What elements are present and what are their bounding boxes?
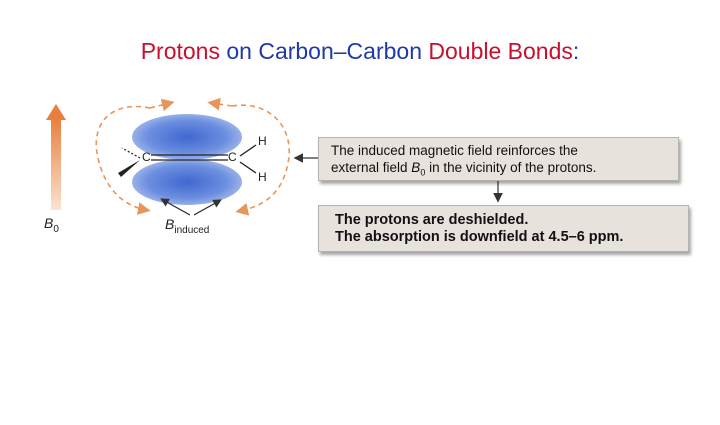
box2-line2: The absorption is downfield at 4.5–6 ppm. xyxy=(335,229,624,245)
title-protons: Protons xyxy=(140,38,220,64)
induced-field-explanation-box xyxy=(318,137,679,181)
hydrogen-top-label: H xyxy=(258,134,267,148)
b0-field-arrow xyxy=(46,104,66,210)
title-colon: : xyxy=(572,38,580,64)
pi-orbital-lower-lobe xyxy=(132,159,242,205)
title-double-bonds: Double Bonds xyxy=(428,38,573,64)
carbon-left-label: C xyxy=(142,150,151,164)
b0-label: $B_0$ xyxy=(44,215,59,235)
box1-line1: The induced magnetic field reinforces the xyxy=(331,143,578,158)
deshielding-result-box xyxy=(318,205,689,252)
binduced-label: $B_{induced}$ xyxy=(165,216,210,236)
box1-line2: external field $B_0$ in the vicinity of the protons. xyxy=(331,160,597,178)
title-middle: on Carbon–Carbon xyxy=(219,38,429,64)
box2-line1: The protons are deshielded. xyxy=(335,212,529,228)
carbon-right-label: C xyxy=(228,150,237,164)
hydrogen-bottom-label: H xyxy=(258,170,267,184)
